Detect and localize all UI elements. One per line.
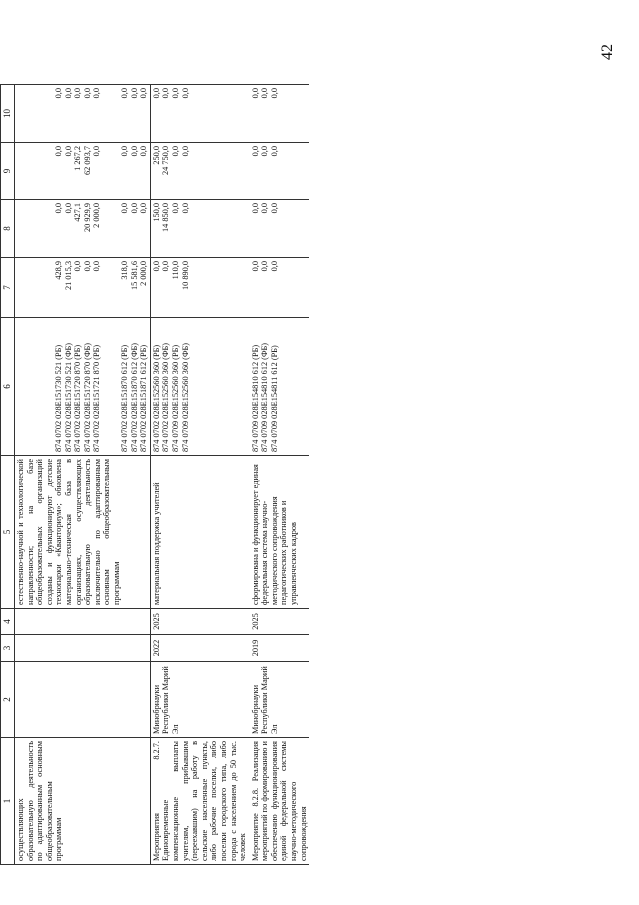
cell-col8 <box>150 200 248 258</box>
value: 0,0 <box>119 88 129 99</box>
cell-executor: Минобрнауки Республики Марий Эл <box>150 662 248 738</box>
value: 0,0 <box>170 203 180 214</box>
code-line: 874 0702 028E151871 612 (РБ) <box>139 344 149 452</box>
cell-name: осуществляющих образовательную деятельность по адаптированным основным общеобразовательным программам <box>15 738 151 865</box>
value: 0,0 <box>82 88 92 99</box>
value: 0,0 <box>73 261 83 272</box>
value: 0,0 <box>82 261 92 272</box>
value: 0,0 <box>92 261 102 272</box>
cell-end-year: 2025 <box>249 609 310 635</box>
code-line: 874 0702 028E151870 612 (РБ) <box>119 344 129 452</box>
value: 0,0 <box>250 146 260 157</box>
code-line: 874 0709 028E152560 360 (ФБ) <box>180 342 190 452</box>
value: 318,0 <box>119 261 129 280</box>
table-row-continuation <box>15 85 151 865</box>
value: 150,0 <box>151 203 161 222</box>
value: 0,0 <box>180 146 190 157</box>
value: 62 093,7 <box>82 146 92 176</box>
cell-start-year: 2022 <box>150 635 248 662</box>
value: 2 000,0 <box>139 261 149 286</box>
value: 24 750,0 <box>161 146 171 176</box>
cell-col10 <box>249 85 310 143</box>
table-row-8-2-7 <box>150 85 248 865</box>
cell-end-year <box>15 609 151 635</box>
value: 15 581,6 <box>129 261 139 291</box>
value: 0,0 <box>92 146 102 157</box>
value: 428,9 <box>54 261 63 280</box>
cell-col9 <box>150 143 248 200</box>
code-line: 874 0709 028E154810 612 (ФБ) <box>260 342 270 452</box>
value: 0,0 <box>161 261 171 272</box>
cell-col7 <box>150 258 248 318</box>
code-line: 874 0709 028E152560 360 (РБ) <box>170 344 180 452</box>
value: 0,0 <box>260 261 270 272</box>
value: 21 015,3 <box>63 261 73 291</box>
budget-table <box>0 84 309 865</box>
value: 0,0 <box>73 88 83 99</box>
code-line: 874 0702 028E151730 521 (РБ) <box>54 344 63 452</box>
cell-executor <box>15 662 151 738</box>
col-header-6: 6 <box>1 318 15 456</box>
value: 110,0 <box>170 261 180 280</box>
value: 427,1 <box>73 203 83 222</box>
code-line: 874 0702 028E151730 521 (ФБ) <box>63 342 73 452</box>
value: 1 267,2 <box>73 146 83 171</box>
cell-budget-codes <box>15 318 151 456</box>
value: 14 850,0 <box>161 203 171 233</box>
value: 0,0 <box>119 203 129 214</box>
cell-result: естественно-научной и технологической направленности; на базе общеобразовательных организаций созданы и функционируют детские технопарки «Кванториум»; обновлена материально-техническая база в организациях, осуществляющих образовательную деятельность исключительно по адаптированным основным общеобразовательным программам <box>15 456 151 609</box>
value: 0,0 <box>269 203 279 214</box>
value: 0,0 <box>54 88 63 99</box>
value: 0,0 <box>63 203 73 214</box>
cell-start-year <box>15 635 151 662</box>
value: 0,0 <box>250 261 260 272</box>
value: 0,0 <box>180 88 190 99</box>
cell-name: Мероприятия 8.2.7. Единовременные компенсационные выплаты учителям, прибывшим (переехавшим) на работу в сельские населенные пункты, либо рабочие поселки, либо поселки городского типа, либо города с населением до 50 тыс. человек <box>150 738 248 865</box>
col-header-7: 7 <box>1 258 15 318</box>
cell-col10 <box>15 85 151 143</box>
code-line: 874 0702 028E151721 870 (РБ) <box>92 344 102 452</box>
cell-col7 <box>15 258 151 318</box>
value: 0,0 <box>260 88 270 99</box>
col-header-10: 10 <box>1 85 15 143</box>
header-row <box>1 85 15 865</box>
value: 0,0 <box>139 146 149 157</box>
value: 0,0 <box>63 146 73 157</box>
cell-col8 <box>15 200 151 258</box>
code-line: 874 0702 028E152560 360 (РБ) <box>151 344 161 452</box>
value: 0,0 <box>161 88 171 99</box>
col-header-3: 3 <box>1 635 15 662</box>
code-line: 874 0702 028E151870 612 (ФБ) <box>129 342 139 452</box>
value: 0,0 <box>250 203 260 214</box>
value: 0,0 <box>54 203 63 214</box>
page-number: 42 <box>599 44 616 60</box>
value: 0,0 <box>129 203 139 214</box>
value: 0,0 <box>170 88 180 99</box>
value: 0,0 <box>151 88 161 99</box>
value: 0,0 <box>151 261 161 272</box>
value: 0,0 <box>92 88 102 99</box>
code-line: 874 0709 028E154810 612 (РБ) <box>250 344 260 452</box>
code-line: 874 0702 028E151720 870 (РБ) <box>73 344 83 452</box>
value: 2 000,0 <box>92 203 102 228</box>
value: 0,0 <box>139 203 149 214</box>
code-line: 874 0702 028E151720 870 (ФБ) <box>82 342 92 452</box>
col-header-5: 5 <box>1 456 15 609</box>
code-line: 874 0709 028E154811 612 (РБ) <box>269 345 279 452</box>
value: 10 890,0 <box>180 261 190 291</box>
col-header-4: 4 <box>1 609 15 635</box>
value: 0,0 <box>129 146 139 157</box>
col-header-9: 9 <box>1 143 15 200</box>
cell-budget-codes <box>249 318 310 456</box>
value: 20 929,9 <box>82 203 92 233</box>
value: 0,0 <box>260 203 270 214</box>
cell-col8 <box>249 200 310 258</box>
value: 0,0 <box>139 88 149 99</box>
cell-end-year: 2025 <box>150 609 248 635</box>
value: 250,0 <box>151 146 161 165</box>
value: 0,0 <box>260 146 270 157</box>
cell-result: материальная поддержка учителей <box>150 456 248 609</box>
cell-result: сформирована и функционирует единая федеральная система научно-методического сопровождения педагогических работников и управленческих кадров <box>249 456 310 609</box>
value: 0,0 <box>180 203 190 214</box>
col-header-2: 2 <box>1 662 15 738</box>
cell-col9 <box>15 143 151 200</box>
cell-start-year: 2019 <box>249 635 310 662</box>
cell-col10 <box>150 85 248 143</box>
col-header-1: 1 <box>1 738 15 865</box>
cell-executor: Минобрнауки Республики Марий Эл <box>249 662 310 738</box>
cell-col7 <box>249 258 310 318</box>
cell-name: Мероприятие 8.2.8. Реализация мероприятий по формированию и обеспечению функционирования единой федеральной системы научно-методического сопровождения <box>249 738 310 865</box>
col-header-8: 8 <box>1 200 15 258</box>
value: 0,0 <box>250 88 260 99</box>
value: 0,0 <box>129 88 139 99</box>
value: 0,0 <box>170 146 180 157</box>
code-line: 874 0702 028E152560 360 (ФБ) <box>161 342 171 452</box>
table-row-8-2-8 <box>249 85 310 865</box>
cell-budget-codes <box>150 318 248 456</box>
value: 0,0 <box>269 146 279 157</box>
value: 0,0 <box>269 261 279 272</box>
value: 0,0 <box>63 88 73 99</box>
value: 0,0 <box>119 146 129 157</box>
cell-col9 <box>249 143 310 200</box>
value: 0,0 <box>54 146 63 157</box>
rotated-table-wrapper <box>0 85 505 865</box>
value: 0,0 <box>269 88 279 99</box>
